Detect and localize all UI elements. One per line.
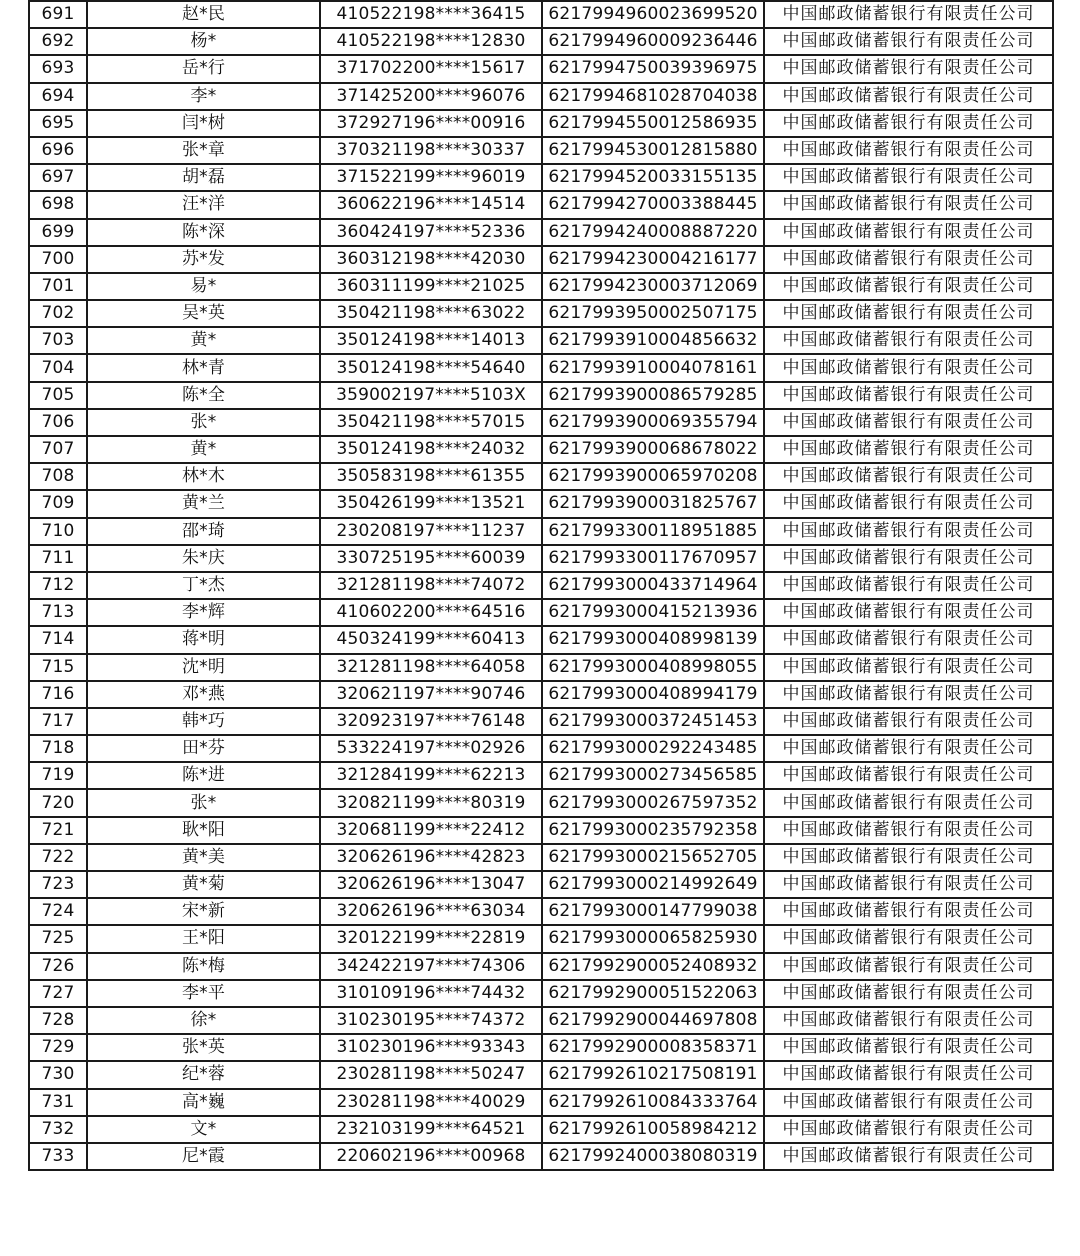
recipient-name-cell: 黄*美	[87, 844, 320, 871]
table-row	[29, 219, 1053, 246]
recipient-name-cell: 张*	[87, 409, 320, 436]
table-row	[29, 273, 1053, 300]
recipient-name-cell: 邵*琦	[87, 518, 320, 545]
row-number-cell: 708	[29, 463, 87, 490]
bank-card-number-cell: 6217993000273456585	[542, 762, 764, 789]
roster-table	[28, 0, 1054, 1171]
id-number-cell: 321281198****64058	[320, 654, 542, 681]
table-row	[29, 436, 1053, 463]
recipient-name-cell: 岳*行	[87, 55, 320, 82]
recipient-name-cell: 苏*发	[87, 246, 320, 273]
bank-card-number-cell: 6217993000267597352	[542, 789, 764, 816]
bank-card-number-cell: 6217993900068678022	[542, 436, 764, 463]
row-number-cell: 707	[29, 436, 87, 463]
bank-name-cell: 中国邮政储蓄银行有限责任公司	[764, 708, 1053, 735]
table-row	[29, 789, 1053, 816]
bank-name-cell: 中国邮政储蓄银行有限责任公司	[764, 1089, 1053, 1116]
id-number-cell: 372927196****00916	[320, 110, 542, 137]
recipient-name-cell: 丁*杰	[87, 572, 320, 599]
bank-name-cell: 中国邮政储蓄银行有限责任公司	[764, 463, 1053, 490]
row-number-cell: 731	[29, 1089, 87, 1116]
id-number-cell: 533224197****02926	[320, 735, 542, 762]
bank-card-number-cell: 6217994230004216177	[542, 246, 764, 273]
table-row	[29, 490, 1053, 517]
bank-card-number-cell: 6217994520033155135	[542, 164, 764, 191]
id-number-cell: 370321198****30337	[320, 137, 542, 164]
bank-card-number-cell: 6217993000235792358	[542, 817, 764, 844]
bank-card-number-cell: 6217992900044697808	[542, 1007, 764, 1034]
recipient-name-cell: 陈*梅	[87, 953, 320, 980]
id-number-cell: 350124198****54640	[320, 354, 542, 381]
table-row	[29, 409, 1053, 436]
table-row	[29, 817, 1053, 844]
recipient-name-cell: 纪*蓉	[87, 1061, 320, 1088]
bank-card-number-cell: 6217993000408998055	[542, 654, 764, 681]
recipient-name-cell: 尼*霞	[87, 1143, 320, 1170]
table-row	[29, 572, 1053, 599]
table-row	[29, 1061, 1053, 1088]
bank-name-cell: 中国邮政储蓄银行有限责任公司	[764, 626, 1053, 653]
recipient-name-cell: 朱*庆	[87, 545, 320, 572]
recipient-name-cell: 黄*	[87, 436, 320, 463]
id-number-cell: 310230195****74372	[320, 1007, 542, 1034]
id-number-cell: 230281198****50247	[320, 1061, 542, 1088]
row-number-cell: 698	[29, 191, 87, 218]
bank-name-cell: 中国邮政储蓄银行有限责任公司	[764, 55, 1053, 82]
id-number-cell: 350583198****61355	[320, 463, 542, 490]
id-number-cell: 342422197****74306	[320, 953, 542, 980]
id-number-cell: 350124198****14013	[320, 327, 542, 354]
row-number-cell: 721	[29, 817, 87, 844]
recipient-name-cell: 李*平	[87, 980, 320, 1007]
id-number-cell: 371425200****96076	[320, 83, 542, 110]
bank-name-cell: 中国邮政储蓄银行有限责任公司	[764, 762, 1053, 789]
bank-name-cell: 中国邮政储蓄银行有限责任公司	[764, 137, 1053, 164]
bank-card-number-cell: 6217993950002507175	[542, 300, 764, 327]
bank-name-cell: 中国邮政储蓄银行有限责任公司	[764, 490, 1053, 517]
bank-name-cell: 中国邮政储蓄银行有限责任公司	[764, 871, 1053, 898]
recipient-name-cell: 耿*阳	[87, 817, 320, 844]
table-row	[29, 327, 1053, 354]
row-number-cell: 713	[29, 599, 87, 626]
table-row	[29, 55, 1053, 82]
bank-card-number-cell: 6217994550012586935	[542, 110, 764, 137]
recipient-name-cell: 林*青	[87, 354, 320, 381]
id-number-cell: 360424197****52336	[320, 219, 542, 246]
bank-name-cell: 中国邮政储蓄银行有限责任公司	[764, 572, 1053, 599]
bank-card-number-cell: 6217993000065825930	[542, 925, 764, 952]
table-row	[29, 980, 1053, 1007]
row-number-cell: 715	[29, 654, 87, 681]
recipient-name-cell: 黄*菊	[87, 871, 320, 898]
row-number-cell: 720	[29, 789, 87, 816]
bank-card-number-cell: 6217993900069355794	[542, 409, 764, 436]
id-number-cell: 371702200****15617	[320, 55, 542, 82]
row-number-cell: 692	[29, 28, 87, 55]
id-number-cell: 321284199****62213	[320, 762, 542, 789]
bank-name-cell: 中国邮政储蓄银行有限责任公司	[764, 1116, 1053, 1143]
id-number-cell: 232103199****64521	[320, 1116, 542, 1143]
row-number-cell: 696	[29, 137, 87, 164]
bank-name-cell: 中国邮政储蓄银行有限责任公司	[764, 980, 1053, 1007]
row-number-cell: 724	[29, 898, 87, 925]
bank-name-cell: 中国邮政储蓄银行有限责任公司	[764, 518, 1053, 545]
recipient-name-cell: 田*芬	[87, 735, 320, 762]
table-row	[29, 110, 1053, 137]
bank-card-number-cell: 6217993000433714964	[542, 572, 764, 599]
recipient-name-cell: 陈*全	[87, 382, 320, 409]
table-row	[29, 626, 1053, 653]
bank-card-number-cell: 6217994960023699520	[542, 1, 764, 28]
id-number-cell: 360312198****42030	[320, 246, 542, 273]
row-number-cell: 733	[29, 1143, 87, 1170]
id-number-cell: 350421198****57015	[320, 409, 542, 436]
bank-card-number-cell: 6217992610084333764	[542, 1089, 764, 1116]
bank-name-cell: 中国邮政储蓄银行有限责任公司	[764, 28, 1053, 55]
bank-name-cell: 中国邮政储蓄银行有限责任公司	[764, 273, 1053, 300]
bank-name-cell: 中国邮政储蓄银行有限责任公司	[764, 654, 1053, 681]
bank-card-number-cell: 6217993910004856632	[542, 327, 764, 354]
bank-name-cell: 中国邮政储蓄银行有限责任公司	[764, 1143, 1053, 1170]
bank-card-number-cell: 6217993000292243485	[542, 735, 764, 762]
bank-name-cell: 中国邮政储蓄银行有限责任公司	[764, 110, 1053, 137]
bank-name-cell: 中国邮政储蓄银行有限责任公司	[764, 354, 1053, 381]
table-row	[29, 953, 1053, 980]
bank-card-number-cell: 6217993000415213936	[542, 599, 764, 626]
id-number-cell: 410522198****36415	[320, 1, 542, 28]
recipient-name-cell: 高*巍	[87, 1089, 320, 1116]
recipient-name-cell: 徐*	[87, 1007, 320, 1034]
bank-name-cell: 中国邮政储蓄银行有限责任公司	[764, 599, 1053, 626]
row-number-cell: 695	[29, 110, 87, 137]
row-number-cell: 700	[29, 246, 87, 273]
row-number-cell: 730	[29, 1061, 87, 1088]
table-row	[29, 545, 1053, 572]
bank-name-cell: 中国邮政储蓄银行有限责任公司	[764, 382, 1053, 409]
id-number-cell: 320122199****22819	[320, 925, 542, 952]
bank-name-cell: 中国邮政储蓄银行有限责任公司	[764, 789, 1053, 816]
table-row	[29, 164, 1053, 191]
bank-name-cell: 中国邮政储蓄银行有限责任公司	[764, 246, 1053, 273]
bank-card-number-cell: 6217992900051522063	[542, 980, 764, 1007]
recipient-name-cell: 黄*兰	[87, 490, 320, 517]
row-number-cell: 722	[29, 844, 87, 871]
id-number-cell: 310109196****74432	[320, 980, 542, 1007]
table-row	[29, 1089, 1053, 1116]
bank-card-number-cell: 6217994530012815880	[542, 137, 764, 164]
bank-card-number-cell: 6217993900031825767	[542, 490, 764, 517]
row-number-cell: 693	[29, 55, 87, 82]
row-number-cell: 717	[29, 708, 87, 735]
bank-card-number-cell: 6217993000408998139	[542, 626, 764, 653]
bank-card-number-cell: 6217994240008887220	[542, 219, 764, 246]
table-row	[29, 1007, 1053, 1034]
row-number-cell: 704	[29, 354, 87, 381]
recipient-name-cell: 宋*新	[87, 898, 320, 925]
row-number-cell: 723	[29, 871, 87, 898]
bank-name-cell: 中国邮政储蓄银行有限责任公司	[764, 409, 1053, 436]
bank-name-cell: 中国邮政储蓄银行有限责任公司	[764, 1, 1053, 28]
recipient-name-cell: 吴*英	[87, 300, 320, 327]
recipient-name-cell: 张*英	[87, 1034, 320, 1061]
recipient-name-cell: 黄*	[87, 327, 320, 354]
table-row	[29, 382, 1053, 409]
bank-card-number-cell: 6217993000147799038	[542, 898, 764, 925]
row-number-cell: 719	[29, 762, 87, 789]
table-row	[29, 137, 1053, 164]
recipient-name-cell: 赵*民	[87, 1, 320, 28]
bank-card-number-cell: 6217993000408994179	[542, 681, 764, 708]
bank-card-number-cell: 6217993910004078161	[542, 354, 764, 381]
table-row	[29, 463, 1053, 490]
recipient-name-cell: 蒋*明	[87, 626, 320, 653]
id-number-cell: 350124198****24032	[320, 436, 542, 463]
row-number-cell: 732	[29, 1116, 87, 1143]
recipient-name-cell: 杨*	[87, 28, 320, 55]
table-row	[29, 681, 1053, 708]
row-number-cell: 718	[29, 735, 87, 762]
id-number-cell: 360622196****14514	[320, 191, 542, 218]
recipient-name-cell: 胡*磊	[87, 164, 320, 191]
table-row	[29, 1116, 1053, 1143]
recipient-name-cell: 张*章	[87, 137, 320, 164]
bank-card-number-cell: 6217992900052408932	[542, 953, 764, 980]
bank-name-cell: 中国邮政储蓄银行有限责任公司	[764, 817, 1053, 844]
row-number-cell: 729	[29, 1034, 87, 1061]
row-number-cell: 709	[29, 490, 87, 517]
table-row	[29, 599, 1053, 626]
row-number-cell: 726	[29, 953, 87, 980]
table-row	[29, 191, 1053, 218]
bank-card-number-cell: 6217993000372451453	[542, 708, 764, 735]
row-number-cell: 699	[29, 219, 87, 246]
bank-name-cell: 中国邮政储蓄银行有限责任公司	[764, 164, 1053, 191]
recipient-name-cell: 易*	[87, 273, 320, 300]
bank-card-number-cell: 6217993000214992649	[542, 871, 764, 898]
roster-table-body	[29, 1, 1053, 1170]
id-number-cell: 410522198****12830	[320, 28, 542, 55]
row-number-cell: 710	[29, 518, 87, 545]
bank-card-number-cell: 6217993900086579285	[542, 382, 764, 409]
recipient-name-cell: 张*	[87, 789, 320, 816]
id-number-cell: 320626196****42823	[320, 844, 542, 871]
table-row	[29, 300, 1053, 327]
table-row	[29, 735, 1053, 762]
bank-card-number-cell: 6217994230003712069	[542, 273, 764, 300]
id-number-cell: 320923197****76148	[320, 708, 542, 735]
bank-card-number-cell: 6217994750039396975	[542, 55, 764, 82]
table-row	[29, 708, 1053, 735]
table-row	[29, 518, 1053, 545]
table-row	[29, 925, 1053, 952]
bank-name-cell: 中国邮政储蓄银行有限责任公司	[764, 844, 1053, 871]
bank-card-number-cell: 6217994960009236446	[542, 28, 764, 55]
bank-name-cell: 中国邮政储蓄银行有限责任公司	[764, 953, 1053, 980]
id-number-cell: 320681199****22412	[320, 817, 542, 844]
row-number-cell: 716	[29, 681, 87, 708]
bank-name-cell: 中国邮政储蓄银行有限责任公司	[764, 1034, 1053, 1061]
row-number-cell: 714	[29, 626, 87, 653]
table-row	[29, 83, 1053, 110]
table-row	[29, 654, 1053, 681]
table-row	[29, 1143, 1053, 1170]
recipient-name-cell: 文*	[87, 1116, 320, 1143]
bank-name-cell: 中国邮政储蓄银行有限责任公司	[764, 327, 1053, 354]
bank-name-cell: 中国邮政储蓄银行有限责任公司	[764, 1061, 1053, 1088]
row-number-cell: 701	[29, 273, 87, 300]
row-number-cell: 728	[29, 1007, 87, 1034]
recipient-name-cell: 李*	[87, 83, 320, 110]
bank-name-cell: 中国邮政储蓄银行有限责任公司	[764, 300, 1053, 327]
bank-card-number-cell: 6217993900065970208	[542, 463, 764, 490]
row-number-cell: 702	[29, 300, 87, 327]
id-number-cell: 310230196****93343	[320, 1034, 542, 1061]
table-row	[29, 354, 1053, 381]
id-number-cell: 371522199****96019	[320, 164, 542, 191]
id-number-cell: 360311199****21025	[320, 273, 542, 300]
id-number-cell: 230281198****40029	[320, 1089, 542, 1116]
recipient-name-cell: 李*辉	[87, 599, 320, 626]
bank-card-number-cell: 6217994270003388445	[542, 191, 764, 218]
row-number-cell: 706	[29, 409, 87, 436]
bank-card-number-cell: 6217993300117670957	[542, 545, 764, 572]
table-row	[29, 762, 1053, 789]
table-row	[29, 28, 1053, 55]
id-number-cell: 321281198****74072	[320, 572, 542, 599]
recipient-name-cell: 王*阳	[87, 925, 320, 952]
row-number-cell: 711	[29, 545, 87, 572]
id-number-cell: 410602200****64516	[320, 599, 542, 626]
bank-name-cell: 中国邮政储蓄银行有限责任公司	[764, 898, 1053, 925]
row-number-cell: 725	[29, 925, 87, 952]
id-number-cell: 350421198****63022	[320, 300, 542, 327]
bank-name-cell: 中国邮政储蓄银行有限责任公司	[764, 219, 1053, 246]
recipient-name-cell: 林*木	[87, 463, 320, 490]
bank-name-cell: 中国邮政储蓄银行有限责任公司	[764, 545, 1053, 572]
bank-name-cell: 中国邮政储蓄银行有限责任公司	[764, 83, 1053, 110]
table-row	[29, 871, 1053, 898]
row-number-cell: 691	[29, 1, 87, 28]
recipient-name-cell: 闫*树	[87, 110, 320, 137]
bank-card-number-cell: 6217993300118951885	[542, 518, 764, 545]
id-number-cell: 359002197****5103X	[320, 382, 542, 409]
bank-name-cell: 中国邮政储蓄银行有限责任公司	[764, 1007, 1053, 1034]
id-number-cell: 320821199****80319	[320, 789, 542, 816]
recipient-name-cell: 陈*进	[87, 762, 320, 789]
id-number-cell: 220602196****00968	[320, 1143, 542, 1170]
bank-card-number-cell: 6217992400038080319	[542, 1143, 764, 1170]
row-number-cell: 727	[29, 980, 87, 1007]
bank-card-number-cell: 6217992610217508191	[542, 1061, 764, 1088]
bank-name-cell: 中国邮政储蓄银行有限责任公司	[764, 925, 1053, 952]
id-number-cell: 450324199****60413	[320, 626, 542, 653]
id-number-cell: 320626196****13047	[320, 871, 542, 898]
id-number-cell: 320626196****63034	[320, 898, 542, 925]
table-row	[29, 1034, 1053, 1061]
recipient-name-cell: 沈*明	[87, 654, 320, 681]
id-number-cell: 350426199****13521	[320, 490, 542, 517]
table-row	[29, 844, 1053, 871]
bank-name-cell: 中国邮政储蓄银行有限责任公司	[764, 681, 1053, 708]
row-number-cell: 694	[29, 83, 87, 110]
bank-name-cell: 中国邮政储蓄银行有限责任公司	[764, 436, 1053, 463]
id-number-cell: 230208197****11237	[320, 518, 542, 545]
row-number-cell: 703	[29, 327, 87, 354]
recipient-name-cell: 汪*洋	[87, 191, 320, 218]
row-number-cell: 705	[29, 382, 87, 409]
id-number-cell: 320621197****90746	[320, 681, 542, 708]
id-number-cell: 330725195****60039	[320, 545, 542, 572]
bank-card-number-cell: 6217993000215652705	[542, 844, 764, 871]
table-row	[29, 1, 1053, 28]
recipient-name-cell: 邓*燕	[87, 681, 320, 708]
row-number-cell: 697	[29, 164, 87, 191]
recipient-name-cell: 韩*巧	[87, 708, 320, 735]
bank-card-number-cell: 6217992900008358371	[542, 1034, 764, 1061]
table-row	[29, 898, 1053, 925]
bank-card-number-cell: 6217992610058984212	[542, 1116, 764, 1143]
bank-card-number-cell: 6217994681028704038	[542, 83, 764, 110]
bank-name-cell: 中国邮政储蓄银行有限责任公司	[764, 735, 1053, 762]
recipient-name-cell: 陈*深	[87, 219, 320, 246]
bank-name-cell: 中国邮政储蓄银行有限责任公司	[764, 191, 1053, 218]
row-number-cell: 712	[29, 572, 87, 599]
table-row	[29, 246, 1053, 273]
